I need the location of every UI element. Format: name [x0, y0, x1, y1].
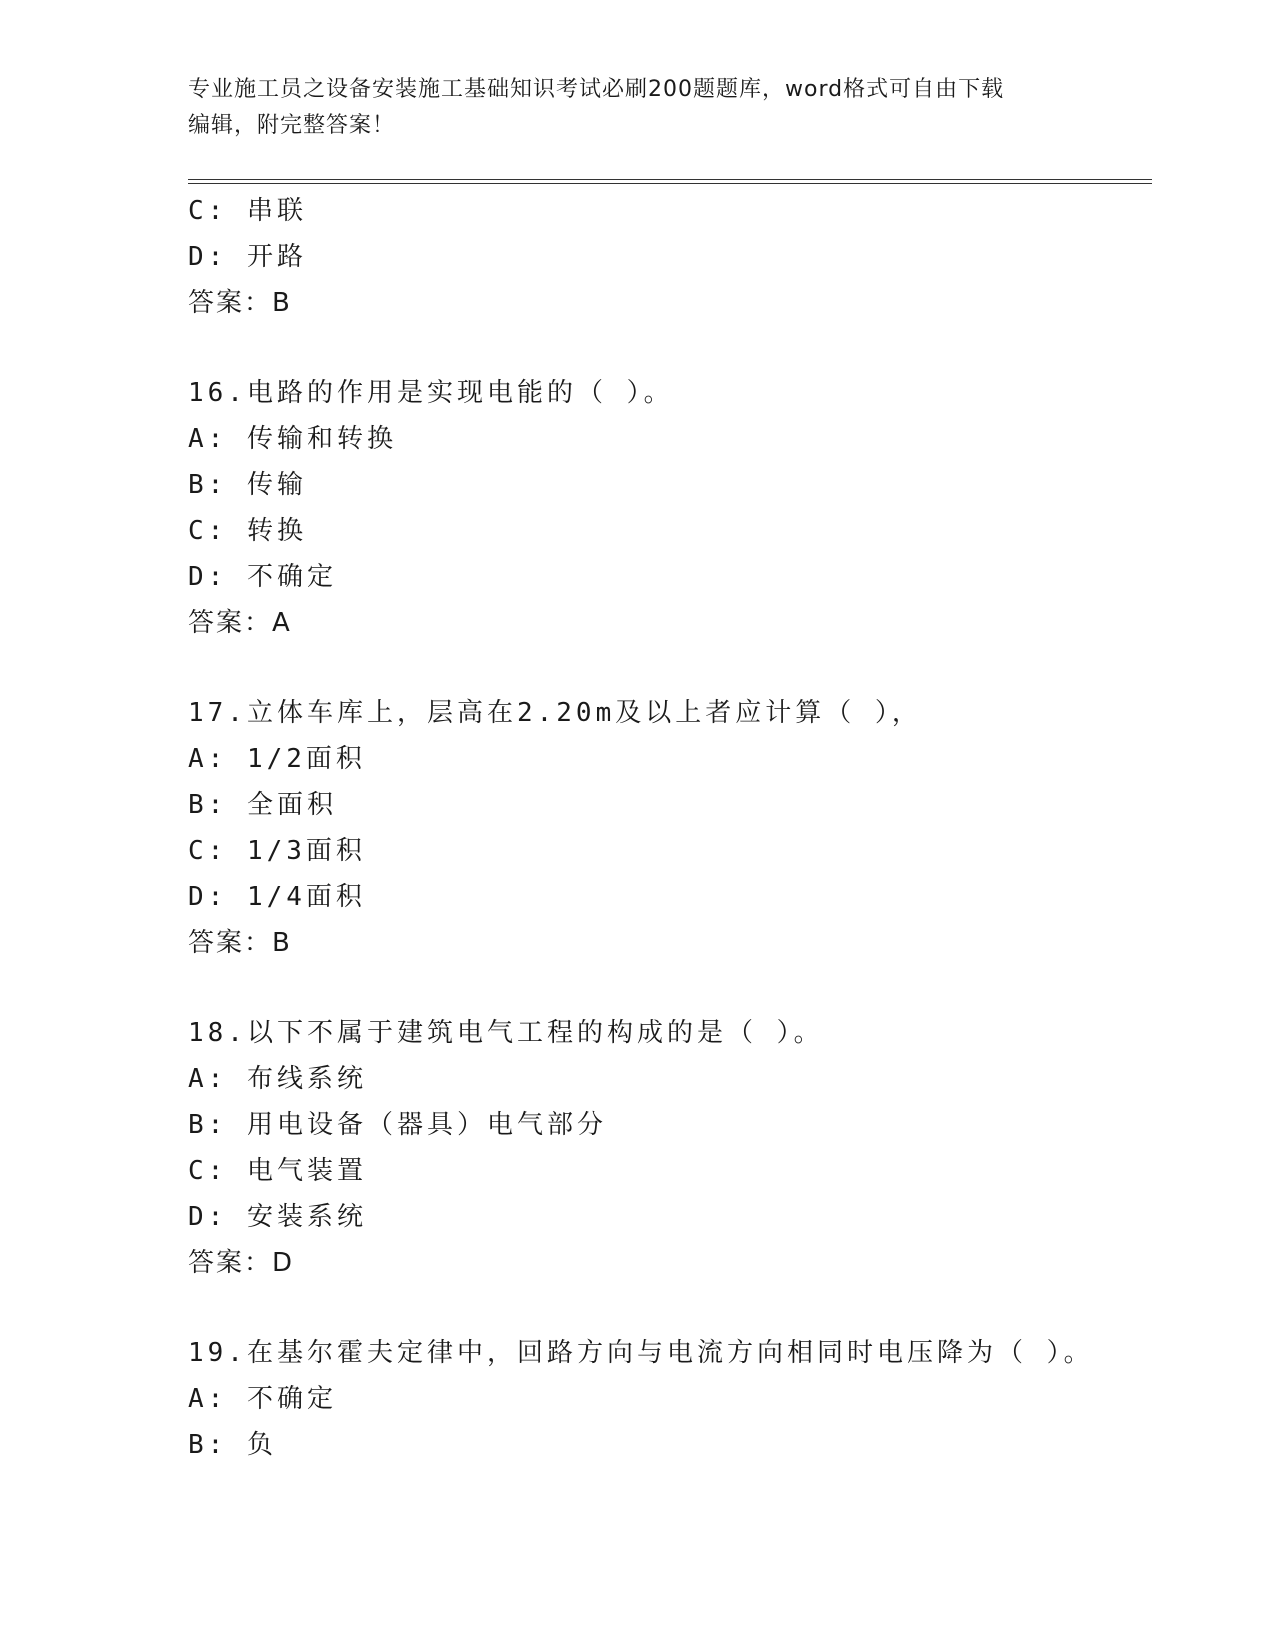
question-list [188, 188, 1152, 1468]
option-b: B: 负 [188, 1430, 277, 1460]
document-header [188, 72, 1068, 144]
header-title-line-1: 专业施工员之设备安装施工基础知识考试必刷200题题库，word格式可自由下载 [188, 77, 1005, 102]
option-c: C: 串联 [188, 196, 307, 226]
question-16 [188, 370, 1152, 646]
option-b: B: 传输 [188, 470, 307, 500]
question-15-tail [188, 188, 1152, 326]
answer-line: 答案：B [188, 928, 292, 958]
question-stem: 17.立体车库上，层高在2.20m及以上者应计算（ ）， [188, 698, 922, 728]
answer-line: 答案：D [188, 1248, 295, 1278]
option-d: D: 1/4面积 [188, 882, 366, 912]
option-a: A: 不确定 [188, 1384, 337, 1414]
question-18 [188, 1010, 1152, 1286]
option-a: A: 1/2面积 [188, 744, 366, 774]
option-d: D: 安装系统 [188, 1202, 367, 1232]
answer-line: 答案：A [188, 608, 292, 638]
option-b: B: 全面积 [188, 790, 337, 820]
question-stem: 18.以下不属于建筑电气工程的构成的是（ ）。 [188, 1018, 824, 1048]
option-c: C: 电气装置 [188, 1156, 367, 1186]
option-a: A: 传输和转换 [188, 424, 397, 454]
question-stem: 19.在基尔霍夫定律中，回路方向与电流方向相同时电压降为（ ）。 [188, 1338, 1094, 1368]
question-stem: 16.电路的作用是实现电能的（ ）。 [188, 378, 674, 408]
header-title-line-2: 编辑，附完整答案！ [188, 113, 396, 138]
header-divider-bottom [188, 183, 1152, 184]
option-a: A: 布线系统 [188, 1064, 367, 1094]
header-divider-top [188, 179, 1152, 180]
option-d: D: 不确定 [188, 562, 337, 592]
option-c: C: 1/3面积 [188, 836, 366, 866]
option-d: D: 开路 [188, 242, 307, 272]
option-c: C: 转换 [188, 516, 307, 546]
question-19 [188, 1330, 1152, 1468]
option-b: B: 用电设备（器具）电气部分 [188, 1110, 607, 1140]
answer-line: 答案：B [188, 288, 292, 318]
question-17 [188, 690, 1152, 966]
